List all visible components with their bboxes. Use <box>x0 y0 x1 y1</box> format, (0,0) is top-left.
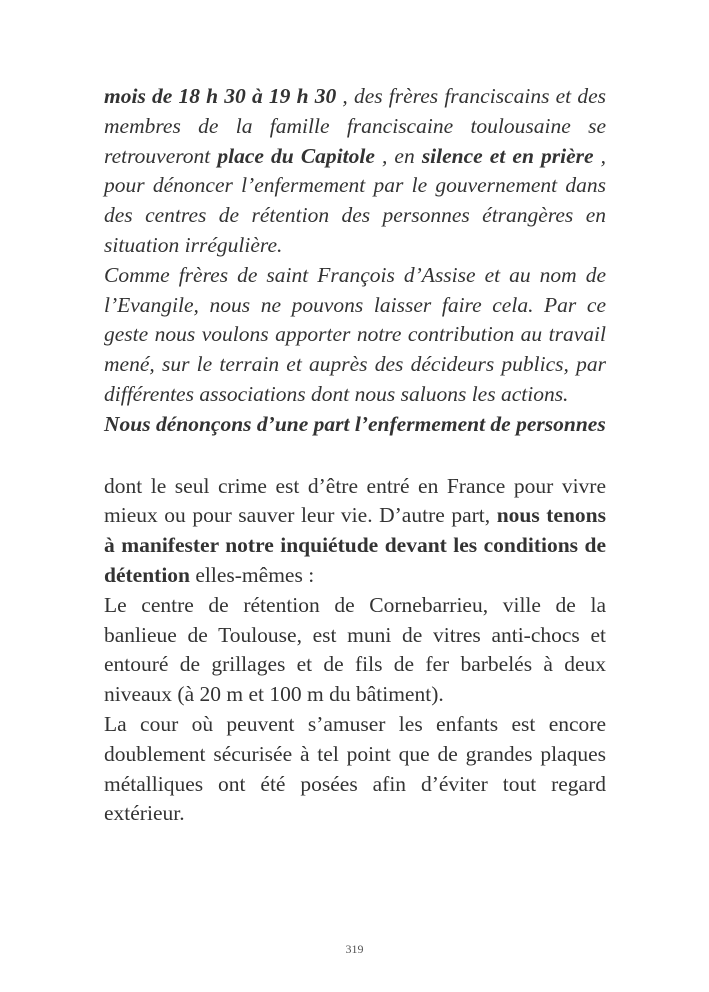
text-run: , des frères franciscains et des membres de la famille franciscaine toulousaine se retrouveront <box>104 84 606 168</box>
paragraph-gap <box>104 440 606 472</box>
vigil-manner: silence et en prière <box>421 143 594 168</box>
vigil-time: mois de 18 h 30 à 19 h 30 <box>104 84 337 108</box>
document-body <box>104 82 606 829</box>
paragraph-concern <box>104 472 606 591</box>
page-number: 319 <box>345 942 364 956</box>
paragraph-franciscan-statement: Comme frères de saint François d’Assise et au nom de l’Evangile, nous ne pouvons laisser faire cela. Par ce geste nous voulons apporter notre contribution au travail mené, sur le terrain et auprès des décideurs publics, par différentes associations dont nous saluons les actions. <box>104 262 606 406</box>
text-run: dont le seul crime est d’être entré en France pour vivre mieux ou pour sauver leur vie. D’autre part, <box>104 473 606 528</box>
paragraph-vigil-announcement <box>104 82 606 261</box>
text-run: elles-mêmes : <box>190 562 315 587</box>
paragraph-cornebarrieu: Le centre de rétention de Cornebarrieu, ville de la banlieue de Toulouse, est muni de vitres anti-chocs et entouré de grillages et de fils de fer barbelés à deux niveaux (à 20 m et 100 m du bâtiment). <box>104 592 606 707</box>
paragraph-denunciation: Nous dénonçons d’une part l’enfermement de personnes <box>104 411 606 436</box>
text-run: , en <box>374 143 422 168</box>
paragraph-courtyard: La cour où peuvent s’amuser les enfants est encore doublement sécurisée à tel point que de grandes plaques métalliques ont été posées afin d’éviter tout regard extérieur. <box>104 711 606 826</box>
concern-emphasis: nous tenons à manifester notre inquiétude devant les conditions de détention <box>104 503 607 587</box>
text-run: , pour dénoncer l’enfermement par le gouvernement dans des centres de rétention des personnes étrangères en situation irrégulière. <box>104 143 606 257</box>
vigil-place: place du Capitole <box>217 143 375 168</box>
